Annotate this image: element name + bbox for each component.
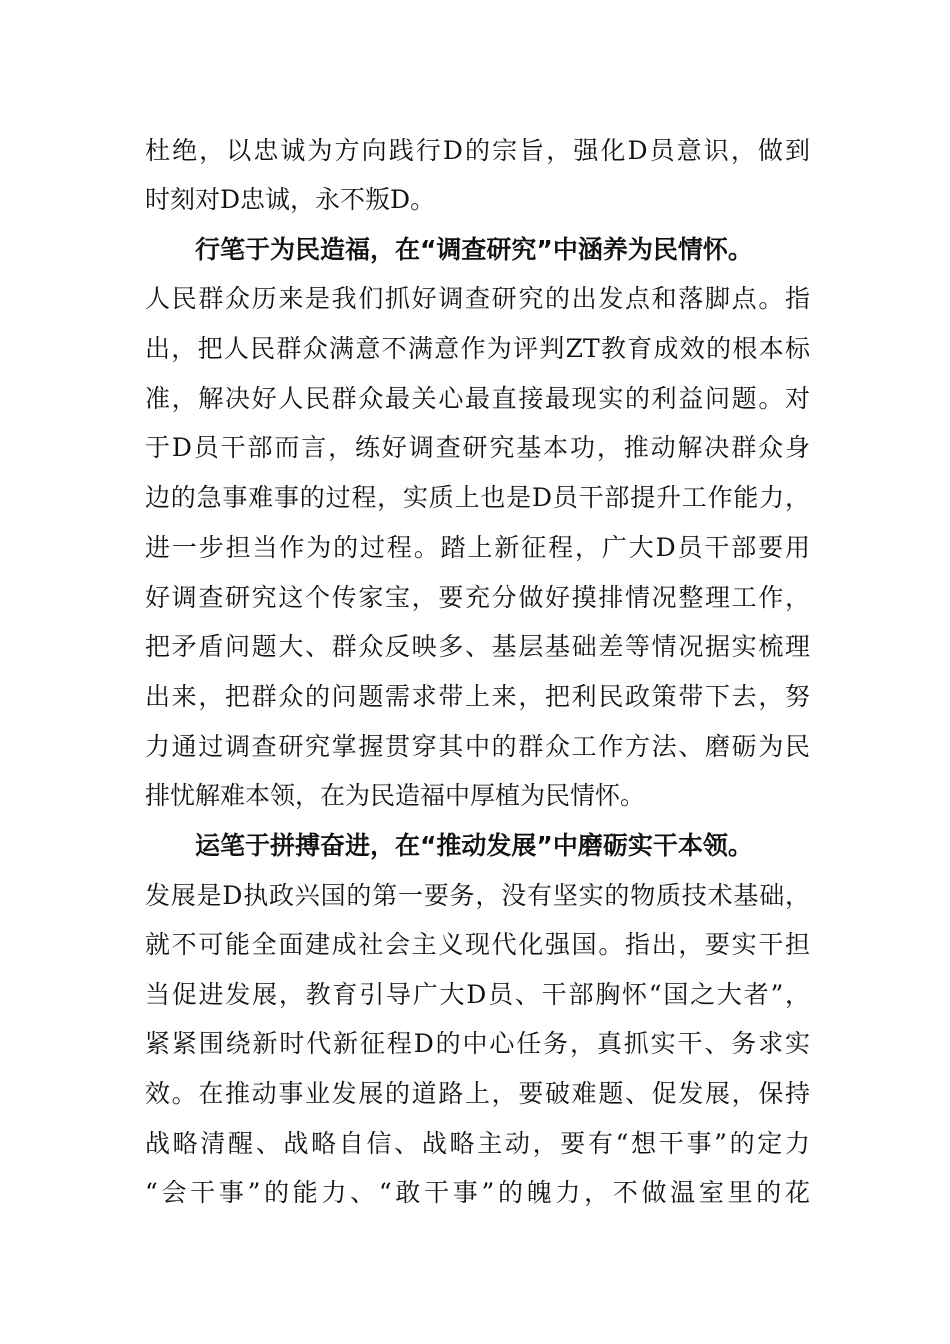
section-3-line-1: 发展是D执政兴国的第一要务，没有坚实的物质技术基础， [145,881,810,910]
section-2-line-9: 出来，把群众的问题需求带上来，把利民政策带下去，努 [145,682,810,711]
section-2-line-8: 把矛盾问题大、群众反映多、基层基础差等情况据实梳理 [145,632,810,661]
section-2-line-3: 准，解决好人民群众最关心最直接最现实的利益问题。对 [145,384,810,413]
section-2-line-4: 于D员干部而言，练好调查研究基本功，推动解决群众身 [145,433,810,462]
section-2-line-11: 排忧解难本领，在为民造福中厚植为民情怀。 [145,781,646,810]
section-3-heading: 运笔于拼搏奋进，在“推动发展”中磨砺实干本领。 [195,831,753,860]
section-3-line-7: “会干事”的能力、“敢干事”的魄力，不做温室里的花 [145,1178,810,1207]
section-3-line-4: 紧紧围绕新时代新征程D的中心任务，真抓实干、务求实 [145,1029,810,1058]
section-2-line-10: 力通过调查研究掌握贯穿其中的群众工作方法、磨砺为民 [145,732,810,761]
paragraph-1-line-1: 杜绝，以忠诚为方向践行D的宗旨，强化D员意识，做到 [145,136,810,165]
section-3-line-2: 就不可能全面建成社会主义现代化强国。指出，要实干担 [145,930,810,959]
section-2-line-1: 人民群众历来是我们抓好调查研究的出发点和落脚点。指 [145,284,810,313]
paragraph-1-line-2: 时刻对D忠诚，永不叛D。 [145,185,436,214]
section-3-line-6: 战略清醒、战略自信、战略主动，要有“想干事”的定力 [145,1129,810,1158]
section-2-line-7: 好调查研究这个传家宝，要充分做好摸排情况整理工作， [145,583,810,612]
section-2-heading: 行笔于为民造福，在“调查研究”中涵养为民情怀。 [195,235,753,264]
section-3-line-3: 当促进发展，教育引导广大D员、干部胸怀“国之大者”， [145,980,810,1009]
section-2-line-5: 边的急事难事的过程，实质上也是D员干部提升工作能力， [145,483,810,512]
section-3-line-5: 效。在推动事业发展的道路上，要破难题、促发展，保持 [145,1079,810,1108]
section-2-line-6: 进一步担当作为的过程。踏上新征程，广大D员干部要用 [145,533,810,562]
section-2-line-2: 出，把人民群众满意不满意作为评判ZT教育成效的根本标 [145,334,810,363]
